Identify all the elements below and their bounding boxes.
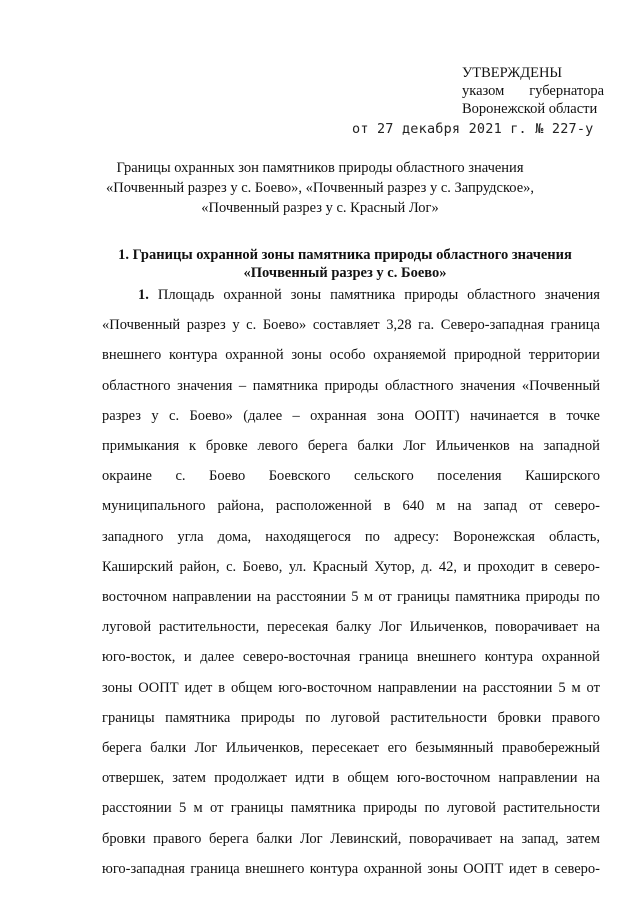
paragraph-line: бровки правого берега балки Лог Левинский, поворачивает на запад, затем <box>102 830 600 847</box>
approval-block <box>462 64 612 118</box>
paragraph-line: областного значения – памятника природы областного значения «Почвенный <box>102 377 600 394</box>
title-line-1: Границы охранных зон памятников природы областного значения <box>116 160 524 176</box>
paragraph-line: примыкания к бровке левого берега балки Лог Ильиченков на западной <box>102 438 600 454</box>
section-heading <box>95 246 595 282</box>
decree-date-stamp: от 27 декабря 2021 г. № 227-у <box>352 121 594 137</box>
paragraph-line: расстоянии 5 м от границы памятника природы по луговой растительности <box>102 800 600 817</box>
section-heading-line-2: «Почвенный разрез у с. Боево» <box>243 265 447 281</box>
paragraph-line: «Почвенный разрез у с. Боево» составляет 3,28 га. Северо-западная граница <box>102 317 600 334</box>
paragraph-line: луговой растительности, пересекая балку Лог Ильиченков, поворачивает на <box>102 619 600 636</box>
paragraph-line: границы памятника природы по луговой растительности бровки правого <box>102 709 600 726</box>
approval-status: УТВЕРЖДЕНЫ <box>462 65 563 81</box>
paragraph-line: юго-восток, и далее северо-восточная граница внешнего контура охранной <box>102 649 600 666</box>
title-line-3: «Почвенный разрез у с. Красный Лог» <box>201 200 439 216</box>
approval-by-title: губернатора <box>529 83 604 99</box>
paragraph-line: Каширский район, с. Боево, ул. Красный Хутор, д. 42, и проходит в северо- <box>102 558 600 575</box>
approval-by-word: указом <box>462 83 505 99</box>
paragraph-line: зоны ООПТ идет в общем юго-восточном направлении на расстоянии 5 м от <box>102 679 600 696</box>
section-heading-line-1: 1. Границы охранной зоны памятника природы областного значения <box>118 247 572 263</box>
paragraph-line: окраине с. Боево Боевского сельского поселения Каширского <box>102 468 600 485</box>
approval-region: Воронежской области <box>462 101 598 117</box>
paragraph-line: западного угла дома, находящегося по адресу: Воронежская область, <box>102 528 600 545</box>
paragraph-line: берега балки Лог Ильиченков, пересекает его безымянный правобережный <box>102 740 600 756</box>
paragraph-line: внешнего контура охранной зоны особо охраняемой природной территории <box>102 347 600 364</box>
paragraph-line: юго-западная граница внешнего контура охранной зоны ООПТ идет в северо- <box>102 860 600 877</box>
title-line-2: «Почвенный разрез у с. Боево», «Почвенный разрез у с. Запрудское», <box>105 180 535 196</box>
paragraph-line: 1. Площадь охранной зоны памятника природы областного значения <box>138 284 600 306</box>
paragraph-line: восточном направлении на расстоянии 5 м от границы памятника природы по <box>102 589 600 605</box>
paragraph-line: муниципального района, расположенной в 640 м на запад от северо- <box>102 498 600 515</box>
document-title <box>100 158 540 218</box>
paragraph-number: 1. <box>138 287 149 303</box>
approval-issuer <box>462 82 604 100</box>
paragraph-line: разрез у с. Боево» (далее – охранная зона ООПТ) начинается в точке <box>102 407 600 424</box>
paragraph-line: отвершек, затем продолжает идти в общем юго-восточном направлении на <box>102 770 600 787</box>
